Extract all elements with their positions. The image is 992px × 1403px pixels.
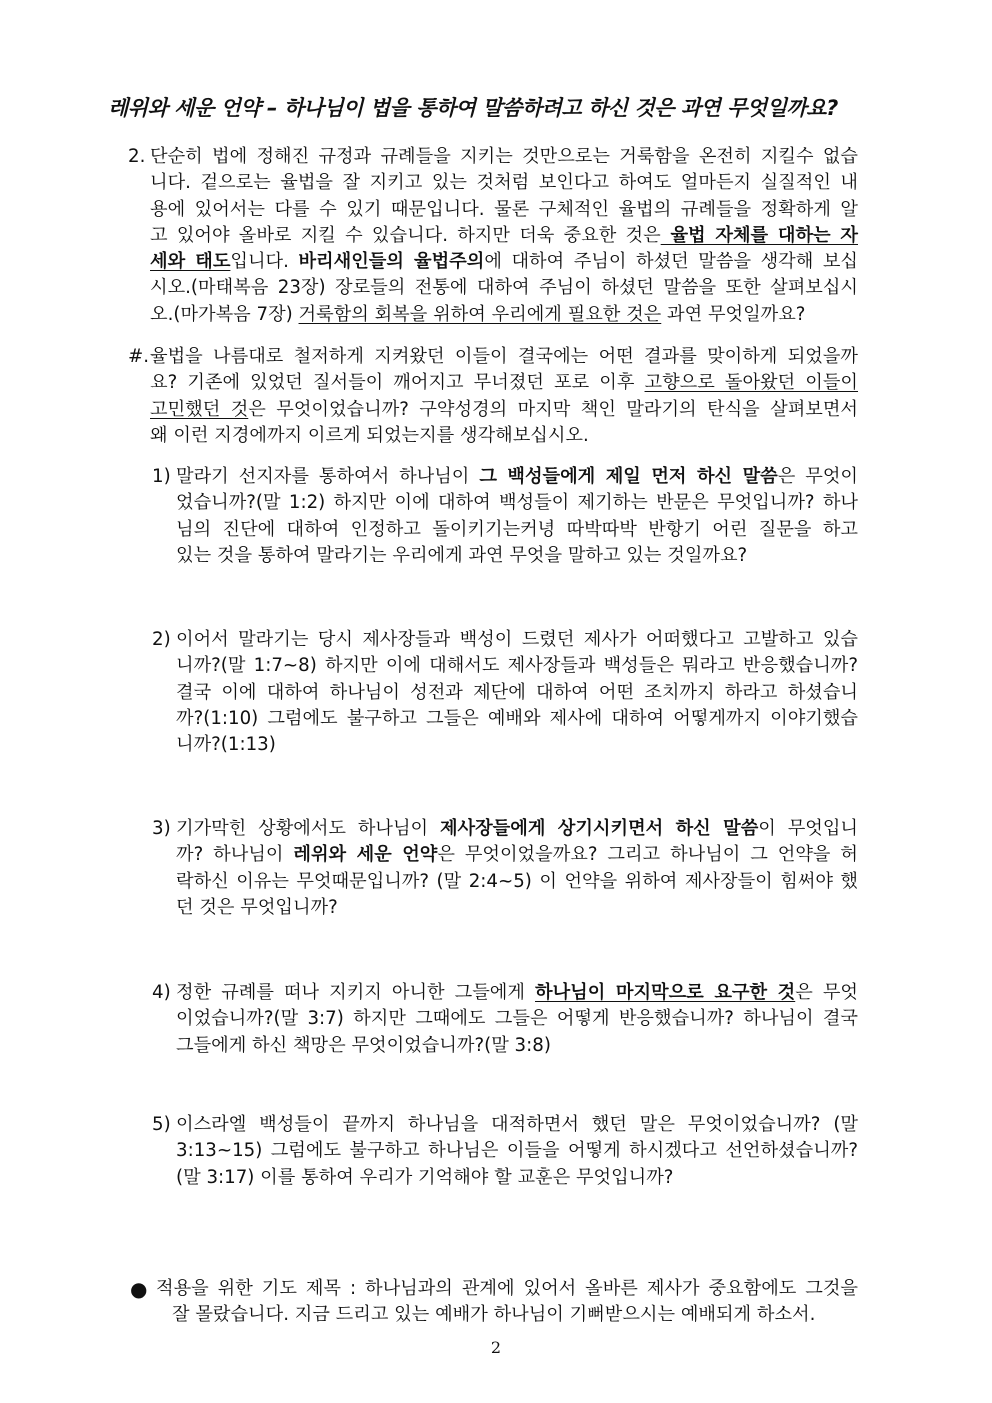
question-body xyxy=(176,1112,858,1191)
text-run: 요? 기존에 있었던 질서들이 깨어지고 무너졌던 포로 이후 xyxy=(150,372,645,394)
text-line: 이었습니까?(말 3:7) 하지만 그때에도 그들은 어떻게 반응했습니까? 하나님이 결국 xyxy=(176,1008,858,1030)
underlined-phrase: 고민했던 것 xyxy=(150,398,249,420)
emphasis-attitude-cont: 세와 태도 xyxy=(150,251,231,273)
text-line: 왜 이런 지경에까지 이르게 되었는지를 생각해보십시오. xyxy=(150,424,589,446)
emphasis-pharisees: 바리새인들의 율법주의 xyxy=(298,251,485,273)
section-number: 2. xyxy=(128,146,146,167)
question-body xyxy=(176,464,858,569)
question-number: 1) xyxy=(152,466,171,487)
text-line: 단순히 법에 정해진 규정과 규례들을 지키는 것만으로는 거룩함을 온전히 지킬수 없습 xyxy=(150,146,858,167)
text-line: 니까?(1:13) xyxy=(176,734,276,756)
emphasis-attitude: 율법 자체를 대하는 자 xyxy=(660,224,858,246)
text-run: 정한 규례를 떠나 지키지 아니한 그들에게 xyxy=(176,982,535,1003)
text-run: 말라기 선지자를 통하여서 하나님이 xyxy=(176,466,480,487)
text-line: 용에 있어서는 다를 수 있기 때문입니다. 물론 구체적인 율법의 규례들을 정확하게 알 xyxy=(150,198,858,220)
text-line xyxy=(176,980,858,1006)
emphasis: 하나님이 마지막으로 요구한 것 xyxy=(535,982,796,1003)
page-title: 레위와 세운 언약 – 하나님이 법을 통하여 말씀하려고 하신 것은 과연 무엇일까요? xyxy=(108,96,838,120)
underlined-phrase: 고향으로 돌아왔던 이들이 xyxy=(644,372,859,394)
text-line xyxy=(150,370,858,396)
text-run: 과연 무엇일까요? xyxy=(661,303,806,325)
section-2-body xyxy=(150,144,858,328)
text-line xyxy=(176,816,858,842)
text-line: 그들에게 하신 책망은 무엇이었습니까?(말 3:8) xyxy=(176,1034,551,1056)
text-run: 은 무엇 xyxy=(795,982,858,1003)
text-run: 이 무엇입니 xyxy=(758,818,858,839)
text-line: 이어서 말라기는 당시 제사장들과 백성이 드렸던 제사가 어떠했다고 고발하고 있습 xyxy=(176,629,858,650)
text-line: 니까?(말 1:7~8) 하지만 이에 대해서도 제사장들과 백성들은 뭐라고 반응했습니까? xyxy=(176,655,858,677)
section-hash-body xyxy=(150,344,858,449)
page-number: 2 xyxy=(490,1338,502,1357)
emphasis: 제사장들에게 상기시키면서 하신 말씀 xyxy=(439,818,759,839)
section-marker: #. xyxy=(128,346,150,367)
text-line: 있는 것을 통하여 말라기는 우리에게 과연 무엇을 말하고 있는 것일까요? xyxy=(176,544,748,566)
text-line xyxy=(150,223,858,249)
text-line: 3:13~15) 그럼에도 불구하고 하나님은 이들을 어떻게 하시겠다고 선언하셨습니까? xyxy=(176,1140,858,1162)
text-run: 고 있어야 올바로 지킬 수 있습니다. 하지만 더욱 중요한 것은 xyxy=(150,224,661,246)
text-run: 은 무엇이었습니까? 구약성경의 마지막 책인 말라기의 탄식을 살펴보면서 xyxy=(248,398,858,420)
underlined-phrase: 거룩함의 회복을 위하여 우리에게 필요한 것은 xyxy=(298,303,662,325)
text-line: 락하신 이유는 무엇때문입니까? (말 2:4~5) 이 언약을 위하여 제사장들이 힘써야 했 xyxy=(176,870,858,892)
text-line xyxy=(150,302,858,328)
question-number: 5) xyxy=(152,1114,171,1135)
text-line: 까?(1:10) 그럼에도 불구하고 그들은 예배와 제사에 대하여 어떻게까지 이야기했습 xyxy=(176,707,858,729)
question-body xyxy=(176,980,858,1059)
text-line xyxy=(150,397,858,423)
text-line: 었습니까?(말 1:2) 하지만 이에 대하여 백성들이 제기하는 반문은 무엇입니까? 하나 xyxy=(176,492,858,514)
text-run: 기가막힌 상황에서도 하나님이 xyxy=(176,818,440,839)
emphasis: 그 백성들에게 제일 먼저 하신 말씀 xyxy=(479,466,778,487)
text-line: (말 3:17) 이를 통하여 우리가 기억해야 할 교훈은 무엇입니까? xyxy=(176,1166,674,1188)
text-line: 던 것은 무엇입니까? xyxy=(176,896,338,918)
question-number: 4) xyxy=(152,982,171,1003)
emphasis: 레위와 세운 언약 xyxy=(293,844,438,866)
text-run: 까? 하나님이 xyxy=(176,844,294,866)
text-run: 에 대하여 주님이 하셨던 말씀을 생각해 보십 xyxy=(484,251,859,273)
text-line: 시오.(마태복음 23장) 장로들의 전통에 대하여 주님이 하셨던 말씀을 또한 살펴보십시 xyxy=(150,277,858,299)
text-line: 율법을 나름대로 철저하게 지켜왔던 이들이 결국에는 어떤 결과를 맞이하게 되었을까 xyxy=(150,346,858,367)
text-line: 적용을 위한 기도 제목 : 하나님과의 관계에 있어서 올바른 제사가 중요함에도 그것을 xyxy=(156,1278,858,1299)
text-line: 결국 이에 대하여 하나님이 성전과 제단에 대하여 어떤 조치까지 하라고 하셨습니 xyxy=(176,681,858,703)
text-line: 이스라엘 백성들이 끝까지 하나님을 대적하면서 했던 말은 무엇이었습니까? (말 xyxy=(176,1114,858,1135)
question-number: 2) xyxy=(152,629,171,650)
question-number: 3) xyxy=(152,818,171,839)
text-line: 잘 몰랐습니다. 지금 드리고 있는 예배가 하나님이 기뻐받으시는 예배되게 하소서. xyxy=(172,1304,816,1326)
text-run: 은 무엇이었을까요? 그리고 하나님이 그 언약을 허 xyxy=(437,844,858,866)
text-line: 님의 진단에 대하여 인정하고 돌이키기는커녕 따박따박 반항기 어린 질문을 하고 xyxy=(176,518,858,540)
prayer-body xyxy=(156,1276,858,1329)
text-run: 입니다. xyxy=(230,251,299,273)
question-body xyxy=(176,816,858,921)
text-line xyxy=(176,464,858,490)
text-line xyxy=(176,842,858,868)
text-line: 니다. 겉으로는 율법을 잘 지키고 있는 것처럼 보인다고 하여도 얼마든지 실질적인 내 xyxy=(150,172,858,194)
text-line xyxy=(150,249,858,275)
text-run: 은 무엇이 xyxy=(777,466,858,487)
bullet-icon: ● xyxy=(130,1277,148,1301)
question-body xyxy=(176,627,858,758)
text-run: 오.(마가복음 7장) xyxy=(150,303,299,325)
